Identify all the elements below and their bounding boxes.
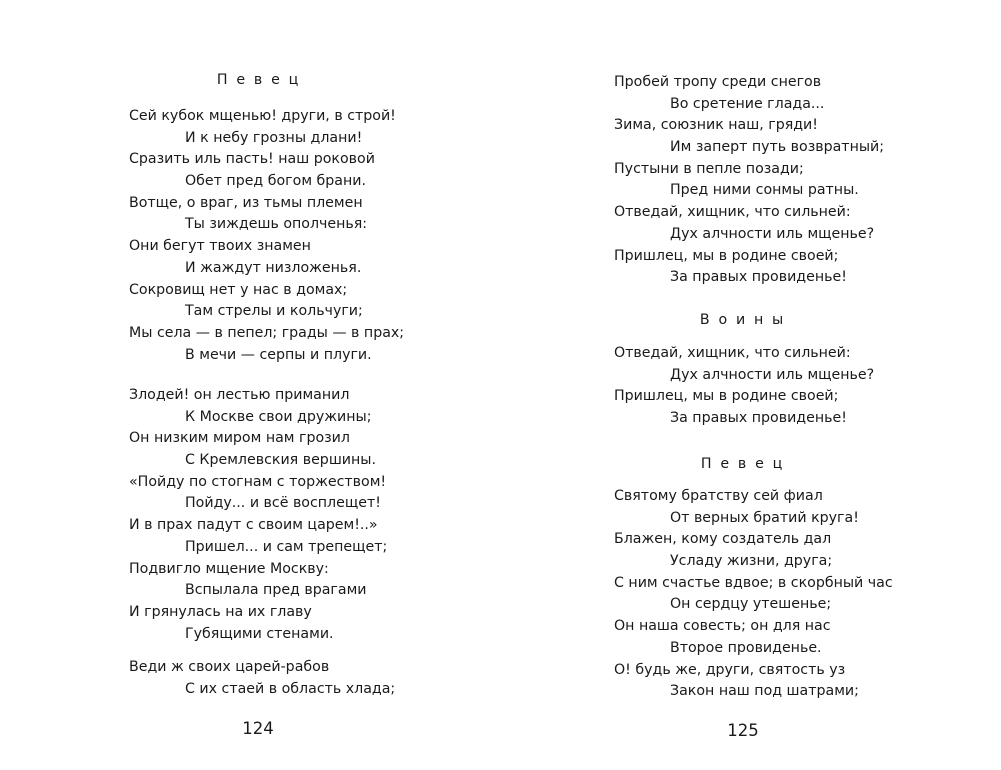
verse-line: Второе провиденье. — [670, 639, 822, 656]
verse-line: Дух алчности иль мщенье? — [670, 366, 875, 383]
verse-line: Пришел... и сам трепещет; — [185, 538, 388, 555]
verse-line: За правых провиденье! — [670, 269, 847, 286]
verse-line: И жаждут низложенья. — [185, 259, 362, 276]
stanza — [129, 657, 395, 700]
verse-line: Пришлец, мы в родине своей; — [614, 388, 839, 405]
verse-line: Ты зиждешь ополченья: — [185, 216, 368, 233]
verse-line: От верных братий круга! — [670, 509, 859, 526]
verse-line: Подвигло мщение Москву: — [129, 560, 329, 577]
section-title-warriors: Воины — [699, 312, 793, 328]
verse-line: И в прах падут с своим царем!..» — [129, 517, 378, 534]
verse-line: Он низким миром нам грозил — [129, 430, 350, 447]
verse-line: Веди ж своих царей-рабов — [129, 659, 330, 675]
verse-line: Там стрелы и кольчуги; — [185, 303, 363, 320]
verse-line: Дух алчности иль мщенье? — [670, 225, 875, 242]
verse-line: Сразить иль пасть! наш роковой — [129, 151, 375, 168]
page-number: 124 — [242, 719, 274, 738]
verse-line: С Кремлевския вершины. — [185, 452, 377, 469]
section-title-singer: Певец — [216, 72, 308, 88]
stanza — [129, 106, 404, 366]
verse-line: И грянулась на их главу — [129, 603, 312, 620]
stanza — [614, 343, 874, 430]
verse-line: Зима, союзник наш, гряди! — [614, 117, 818, 134]
verse-line: И к небу грозны длани! — [185, 129, 363, 146]
verse-line: Пред ними сонмы ратны. — [670, 182, 859, 199]
verse-line: Во сретение глада... — [670, 95, 825, 112]
verse-line: Отведай, хищник, что сильней: — [614, 204, 851, 221]
verse-line: Он наша совесть; он для нас — [614, 618, 831, 635]
verse-line: Он сердцу утешенье; — [670, 596, 832, 613]
page-number: 125 — [727, 721, 759, 740]
verse-line: К Москве свои дружины; — [185, 408, 372, 425]
verse-line: Сокровищ нет у нас в домах; — [129, 281, 348, 298]
verse-line: Святому братству сей фиал — [614, 488, 823, 504]
verse-line: С их стаей в область хлада; — [185, 680, 396, 697]
verse-line: Пойду... и всё восплещет! — [185, 495, 381, 512]
stanza — [129, 385, 387, 645]
verse-line: Блажен, кому создатель дал — [614, 531, 832, 548]
stanza — [614, 486, 893, 703]
verse-line: «Пойду по стогнам с торжеством! — [129, 473, 387, 490]
verse-line: За правых провиденье! — [670, 410, 847, 427]
verse-line: Они бегут твоих знамен — [129, 238, 311, 255]
verse-line: О! будь же, други, святость уз — [614, 661, 846, 678]
verse-line: Губящими стенами. — [185, 625, 334, 642]
verse-line: Обет пред богом брани. — [185, 173, 366, 190]
stanza — [614, 72, 884, 289]
verse-line: Пришлец, мы в родине своей; — [614, 247, 839, 264]
verse-line: Пустыни в пепле позади; — [614, 160, 804, 177]
verse-line: Вспылала пред врагами — [185, 582, 367, 599]
verse-line: В мечи — серпы и плуги. — [185, 346, 372, 363]
verse-line: Сей кубок мщенью! други, в строй! — [129, 108, 396, 124]
verse-line: Пробей тропу среди снегов — [614, 74, 822, 90]
verse-line: Закон наш под шатрами; — [670, 683, 859, 700]
section-title-singer: Певец — [700, 456, 792, 472]
verse-line: С ним счастье вдвое; в скорбный час — [614, 574, 893, 591]
verse-line: Им заперт путь возвратный; — [670, 139, 885, 156]
verse-line: Злодей! он лестью приманил — [129, 387, 350, 403]
verse-line: Мы села — в пепел; грады — в прах; — [129, 324, 405, 341]
verse-line: Вотще, о враг, из тьмы племен — [129, 194, 363, 211]
verse-line: Отведай, хищник, что сильней: — [614, 345, 851, 361]
verse-line: Усладу жизни, друга; — [670, 553, 833, 570]
